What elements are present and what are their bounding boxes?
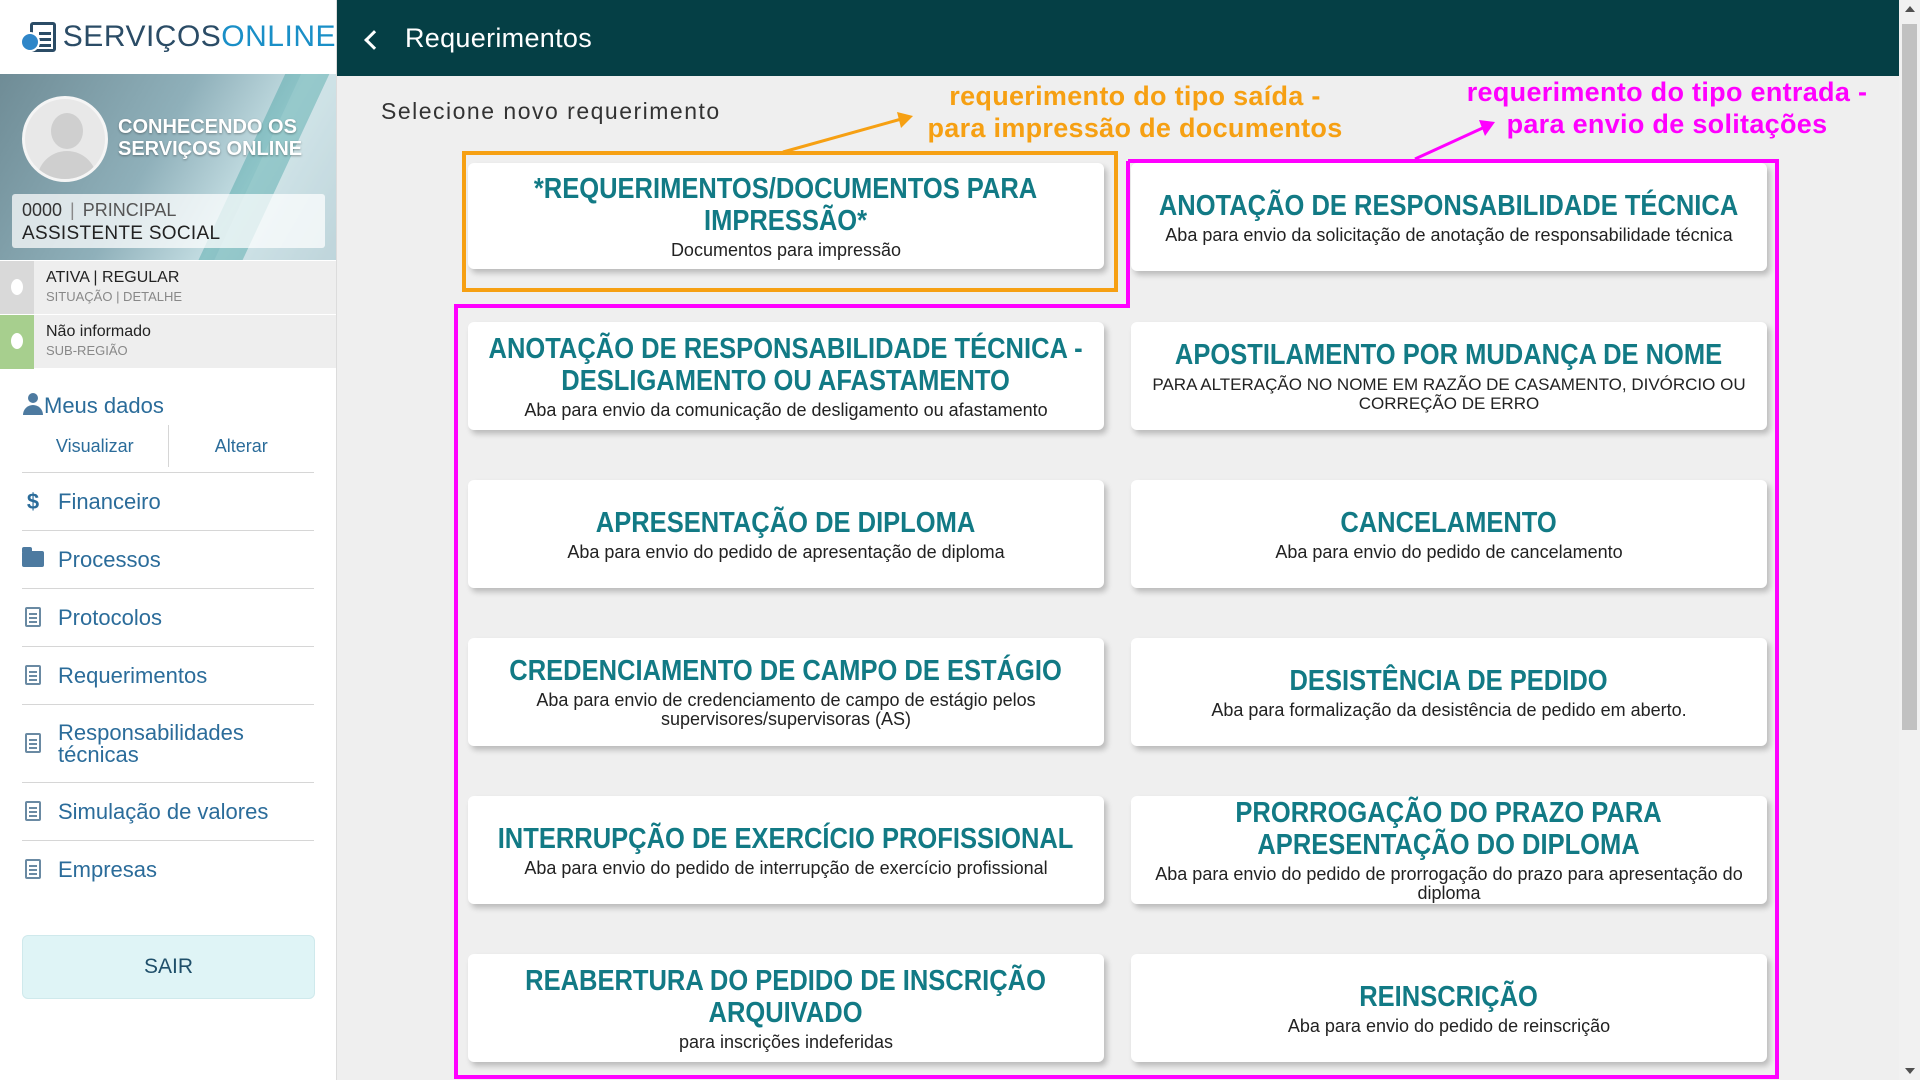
request-card-internship[interactable] [468, 638, 1104, 746]
sidebar-item-label: Protocolos [58, 604, 162, 630]
card-description: Aba para envio do pedido de apresentação de diploma [567, 541, 1005, 562]
logo-text-part2: ONLINE [221, 20, 336, 53]
clipboard-icon [22, 859, 44, 881]
sidebar-item-processos[interactable] [22, 531, 314, 589]
card-description: Documentos para impressão [670, 239, 902, 260]
output-type-annotation [875, 80, 1395, 144]
request-card-art-dismissal[interactable] [468, 322, 1104, 430]
region-row [0, 314, 336, 368]
scrollbar[interactable] [1899, 0, 1920, 1080]
logo-icon [20, 20, 51, 54]
sidebar-item-protocolos[interactable] [22, 589, 314, 647]
annotation-line: para impressão de documentos [927, 113, 1343, 143]
request-card-reopen[interactable] [468, 954, 1104, 1062]
logo-text-part1: SERVIÇOS [62, 20, 222, 53]
request-card-print-documents[interactable] [468, 163, 1104, 269]
view-data-link[interactable]: Visualizar [55, 435, 134, 456]
sidebar-item-label: Responsabilidades técnicas [58, 719, 244, 767]
logo[interactable] [0, 0, 336, 74]
card-title: *REQUERIMENTOS/DOCUMENTOS PARA IMPRESSÃO* [534, 172, 1038, 237]
profile-card [0, 74, 336, 260]
sidebar-item-requerimentos[interactable] [22, 647, 314, 705]
card-description: PARA ALTERAÇÃO NO NOME EM RAZÃO DE CASAMENTO, DIVÓRCIO OU CORREÇÃO DE ERRO [1152, 375, 1746, 413]
clipboard-icon [22, 733, 44, 755]
card-title: ANOTAÇÃO DE RESPONSABILIDADE TÉCNICA [1159, 189, 1739, 222]
region-value: Não informado [46, 323, 151, 340]
request-card-interruption[interactable] [468, 796, 1104, 904]
folder-icon [22, 549, 44, 571]
sidebar-item-label: Requerimentos [58, 662, 208, 688]
request-card-diploma[interactable] [468, 480, 1104, 588]
situation-value: ATIVA | REGULAR [46, 269, 180, 286]
input-type-highlight [454, 159, 1782, 1080]
card-title: ANOTAÇÃO DE RESPONSABILIDADE TÉCNICA - DESLIGAMENTO OU AFASTAMENTO [488, 332, 1084, 397]
request-card-withdrawal[interactable] [1131, 638, 1767, 746]
card-title: APOSTILAMENTO POR MUDANÇA DE NOME [1175, 339, 1723, 371]
location-pin-icon [0, 315, 34, 369]
card-description: Aba para envio do pedido de interrupção de exercício profissional [524, 857, 1048, 878]
scrollbar-thumb[interactable] [1902, 24, 1917, 730]
profile-name: CONHECENDO OS SERVIÇOS ONLINE [118, 116, 303, 160]
registration-number: 0000 [22, 200, 63, 220]
status-icon [0, 261, 34, 315]
request-card-extension[interactable] [1131, 796, 1767, 904]
clipboard-icon [22, 665, 44, 687]
header-bar [337, 0, 1899, 76]
request-card-art[interactable] [1131, 163, 1767, 271]
card-title: REINSCRIÇÃO [1359, 980, 1539, 1013]
sidebar-item-label: Meus dados [44, 393, 164, 418]
sidebar-item-empresas[interactable] [22, 841, 314, 899]
card-description: Aba para envio da comunicação de desligamento ou afastamento [524, 399, 1048, 420]
card-description: Aba para envio da solicitação de anotação de responsabilidade técnica [1165, 224, 1733, 245]
region-label: SUB-REGIÃO [46, 343, 128, 358]
sidebar-item-label: Empresas [58, 857, 158, 882]
user-icon [22, 393, 44, 420]
sidebar-item-responsabilidades[interactable] [22, 705, 314, 783]
card-title: DESISTÊNCIA DE PEDIDO [1289, 664, 1609, 697]
request-card-cancellation[interactable] [1131, 480, 1767, 588]
logo-text [63, 20, 336, 54]
sidebar-item-label: Financeiro [58, 488, 161, 514]
situation-label: SITUAÇÃO | DETALHE [46, 289, 183, 304]
card-title: APRESENTAÇÃO DE DIPLOMA [596, 506, 976, 539]
card-description: Aba para envio do pedido de prorrogação do prazo para apresentação do diploma [1155, 864, 1743, 903]
sidebar-nav [0, 368, 336, 899]
sidebar-item-my-data [22, 386, 314, 473]
card-title: INTERRUPÇÃO DE EXERCÍCIO PROFISSIONAL [498, 822, 1074, 855]
sidebar [0, 0, 337, 1080]
card-description: Aba para formalização da desistência de pedido em aberto. [1211, 699, 1687, 720]
clipboard-icon [22, 801, 44, 823]
annotation-line: requerimento do tipo saída - [949, 81, 1321, 111]
logout-button[interactable]: SAIR [22, 935, 315, 999]
sidebar-item-financeiro[interactable] [22, 473, 314, 531]
avatar [22, 96, 108, 182]
dollar-icon: $ [26, 488, 40, 514]
main-content [337, 76, 1899, 1080]
sidebar-item-simulacao[interactable] [22, 783, 314, 841]
card-title: REABERTURA DO PEDIDO DE INSCRIÇÃO ARQUIVADO [525, 964, 1047, 1029]
page-title: Requerimentos [405, 22, 592, 53]
edit-data-link[interactable]: Alterar [214, 435, 268, 456]
input-type-annotation [1457, 76, 1877, 140]
card-description: para inscrições indeferidas [678, 1031, 894, 1052]
card-description: Aba para envio do pedido de cancelamento [1275, 541, 1623, 562]
document-icon [22, 607, 44, 629]
card-title: CANCELAMENTO [1340, 506, 1558, 539]
card-title: CREDENCIAMENTO DE CAMPO DE ESTÁGIO [509, 655, 1063, 687]
request-card-reregistration[interactable] [1131, 954, 1767, 1062]
annotation-line: requerimento do tipo entrada - [1466, 77, 1868, 107]
situation-row [0, 260, 336, 314]
request-card-name-change[interactable] [1131, 322, 1767, 430]
card-description: Aba para envio de credenciamento de campo de estágio pelos supervisores/supervisoras (AS) [536, 690, 1036, 729]
card-title: PRORROGAÇÃO DO PRAZO PARA APRESENTAÇÃO DO DIPLOMA [1235, 797, 1663, 861]
section-title: Selecione novo requerimento [381, 98, 721, 124]
profile-role: ASSISTENTE SOCIAL [22, 223, 221, 244]
registration-box: 0000 | PRINCIPAL ASSISTENTE SOCIAL [12, 194, 325, 248]
back-arrow-icon[interactable] [359, 23, 389, 53]
annotation-line: para envio de solitações [1506, 109, 1828, 139]
scroll-up-icon[interactable] [1905, 6, 1915, 12]
card-description: Aba para envio do pedido de reinscrição [1287, 1015, 1611, 1036]
sidebar-item-label: Simulação de valores [58, 798, 269, 824]
registration-type: PRINCIPAL [82, 200, 177, 220]
sidebar-item-label: Processos [58, 546, 161, 572]
scroll-down-icon[interactable] [1905, 1068, 1915, 1074]
